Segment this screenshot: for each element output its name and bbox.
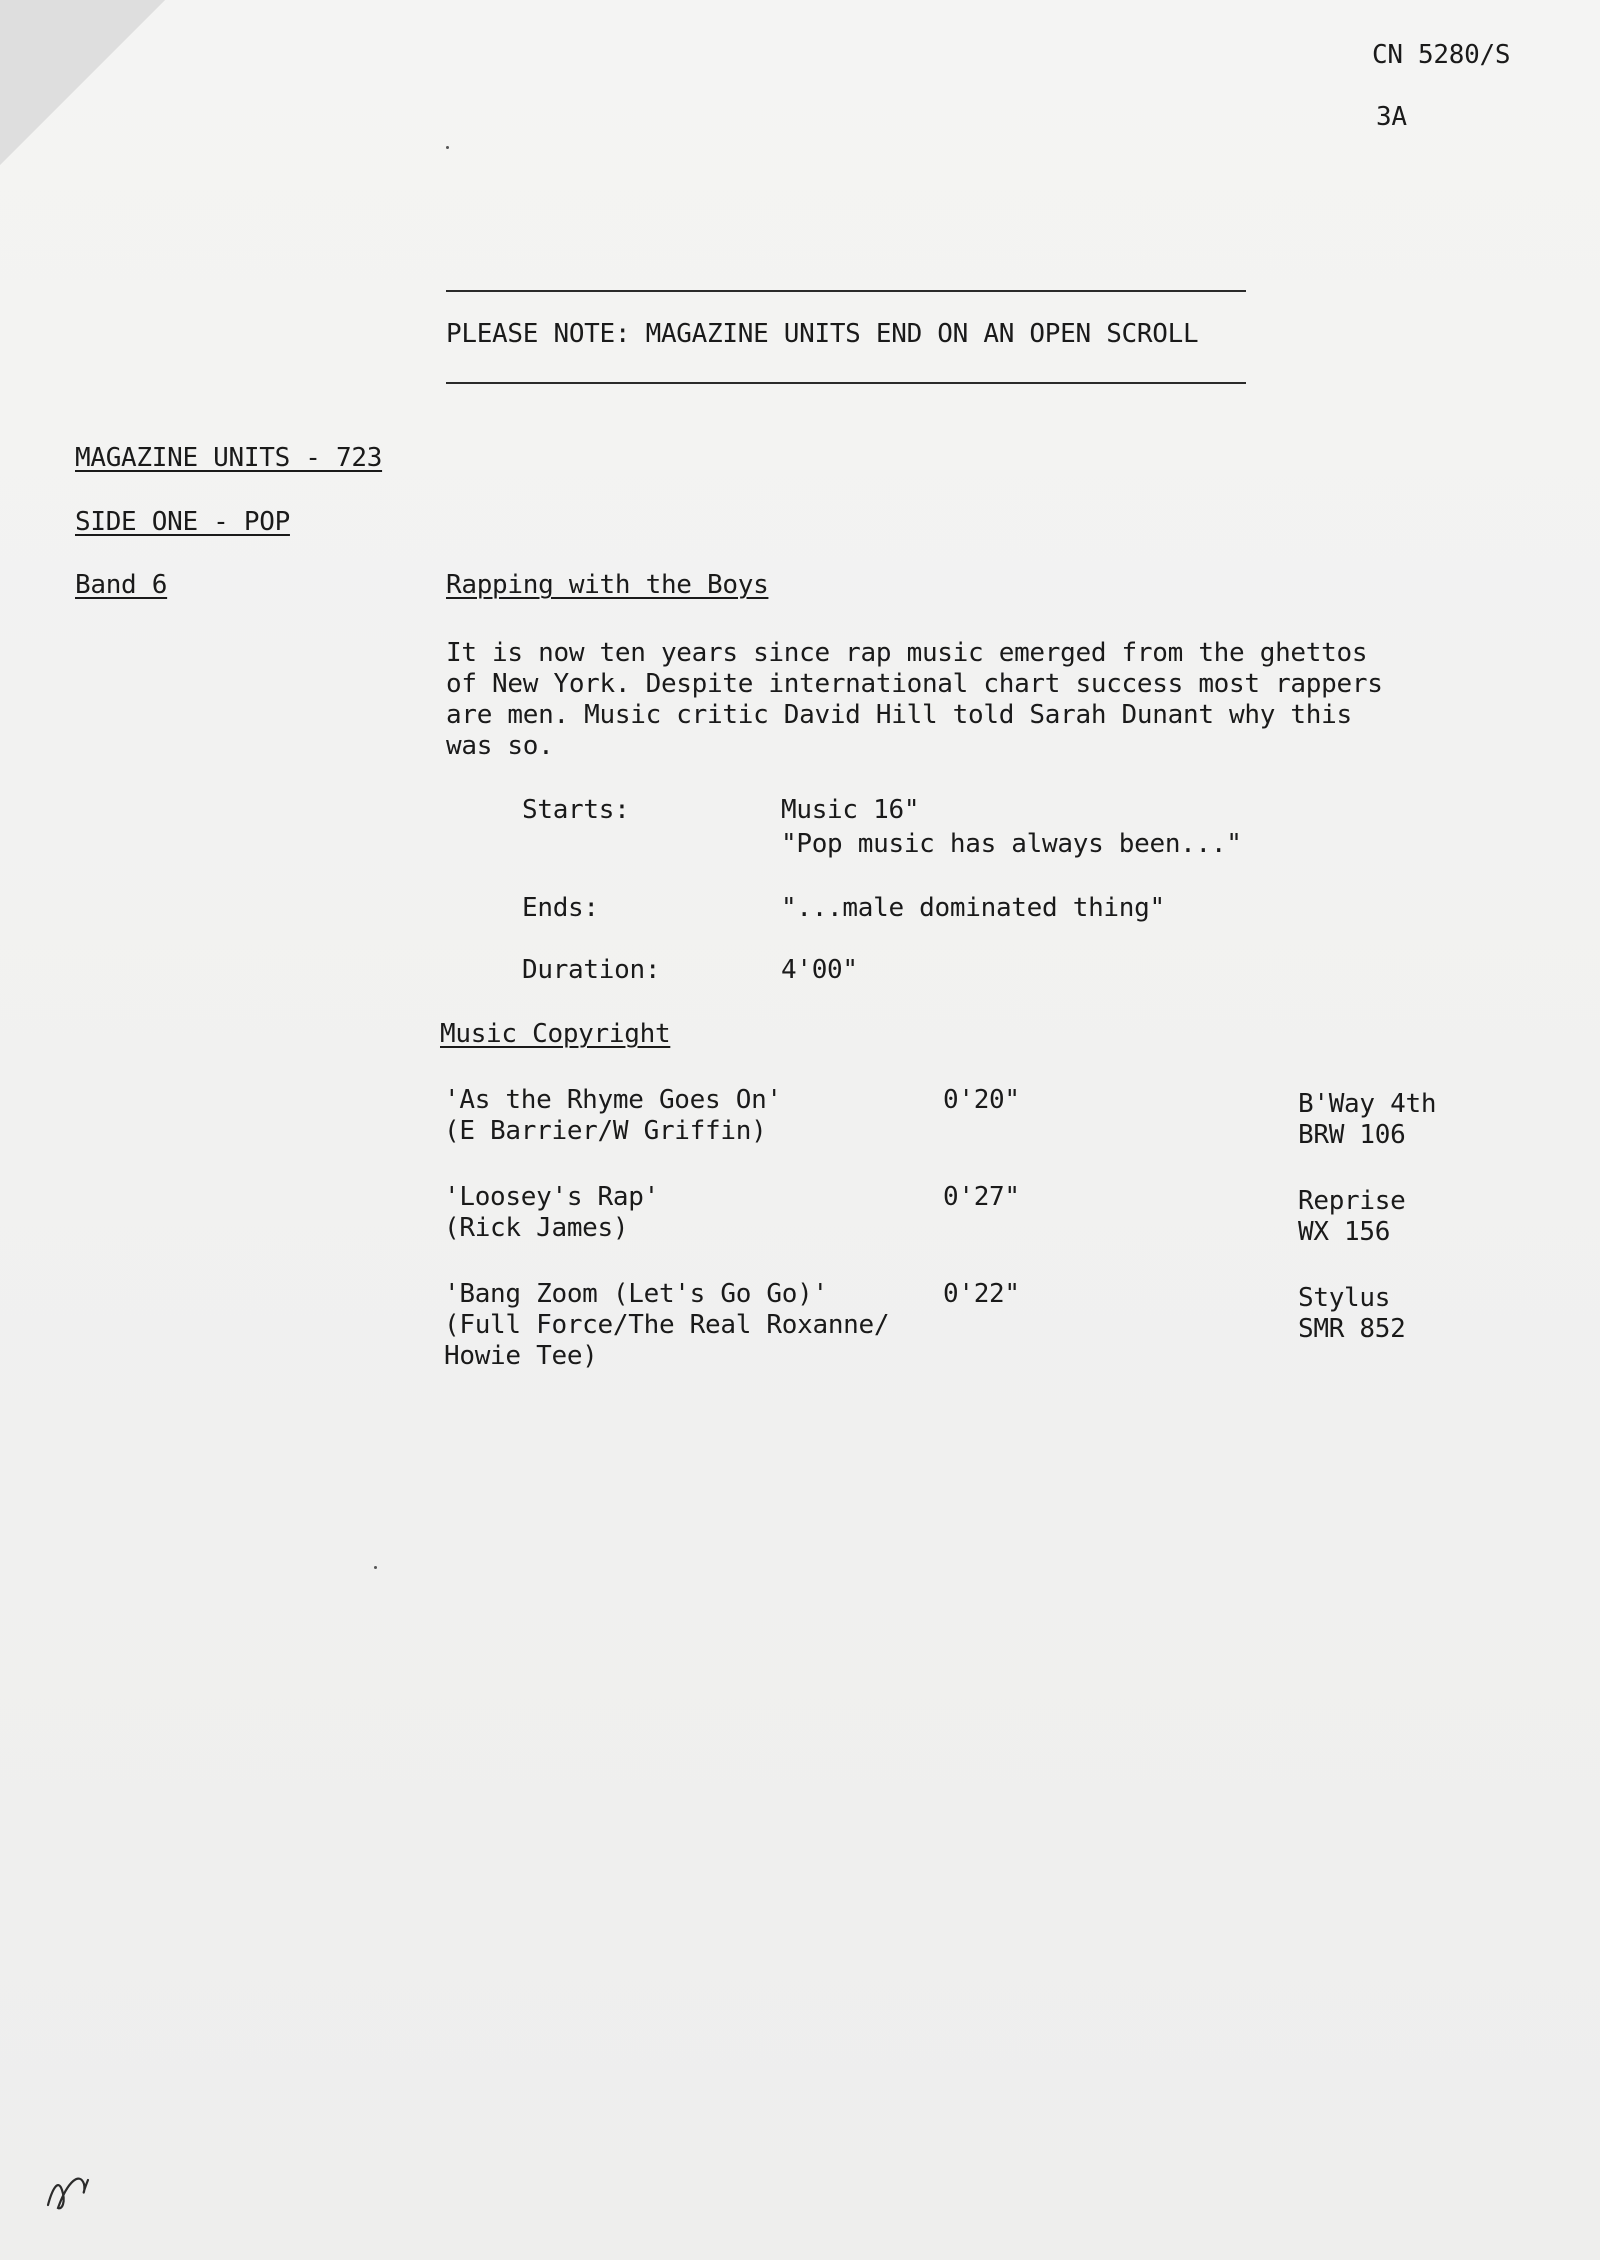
starts-value-quote: "Pop music has always been..." [781, 829, 1242, 859]
copyright-item-title [444, 1279, 889, 1372]
catalog-number-line: SMR 852 [1298, 1314, 1406, 1344]
notice-rule-bottom [446, 382, 1246, 384]
copyright-item-title [444, 1085, 782, 1147]
band-label: Band 6 [75, 570, 168, 600]
side-heading: SIDE ONE - POP [75, 507, 290, 537]
starts-label: Starts: [522, 795, 630, 825]
copyright-item-title [444, 1182, 659, 1244]
copyright-credit-line: (E Barrier/W Griffin) [444, 1116, 767, 1146]
description-line: are men. Music critic David Hill told Sarah Dunant why this [446, 700, 1352, 730]
folded-corner-shadow [0, 0, 165, 165]
copyright-title-line: 'Bang Zoom (Let's Go Go)' [444, 1279, 828, 1309]
copyright-item-label [1298, 1186, 1405, 1248]
description-line: was so. [446, 731, 554, 761]
paper-speck [446, 146, 449, 149]
ends-value: "...male dominated thing" [781, 893, 1165, 923]
notice-rule-top [446, 290, 1246, 292]
catalog-number-line: WX 156 [1298, 1217, 1391, 1247]
item-title: Rapping with the Boys [446, 570, 769, 600]
copyright-item-label [1298, 1283, 1405, 1345]
item-description [446, 638, 1383, 762]
record-label-line: B'Way 4th [1298, 1089, 1437, 1119]
starts-value-music: Music 16" [781, 795, 920, 825]
copyright-credit-line: Howie Tee) [444, 1341, 598, 1371]
reference-code: CN 5280/S [1372, 40, 1511, 70]
music-copyright-heading: Music Copyright [440, 1019, 671, 1049]
page-number: 3A [1376, 102, 1407, 132]
paper-speck [374, 1566, 377, 1569]
record-label-line: Reprise [1298, 1186, 1406, 1216]
copyright-credit-line: (Rick James) [444, 1213, 629, 1243]
handwritten-mark [40, 2150, 100, 2220]
copyright-title-line: 'As the Rhyme Goes On' [444, 1085, 782, 1115]
copyright-item-time: 0'22" [943, 1279, 1020, 1309]
description-line: of New York. Despite international chart success most rappers [446, 669, 1383, 699]
copyright-credit-line: (Full Force/The Real Roxanne/ [444, 1310, 890, 1340]
magazine-units-heading: MAGAZINE UNITS - 723 [75, 443, 383, 473]
copyright-item-time: 0'20" [943, 1085, 1020, 1115]
description-line: It is now ten years since rap music emerged from the ghettos [446, 638, 1368, 668]
record-label-line: Stylus [1298, 1283, 1391, 1313]
duration-label: Duration: [522, 955, 661, 985]
duration-value: 4'00" [781, 955, 858, 985]
notice-text: PLEASE NOTE: MAGAZINE UNITS END ON AN OPEN SCROLL [446, 319, 1199, 349]
catalog-number-line: BRW 106 [1298, 1120, 1406, 1150]
copyright-item-label [1298, 1089, 1436, 1151]
ends-label: Ends: [522, 893, 599, 923]
copyright-item-time: 0'27" [943, 1182, 1020, 1212]
copyright-title-line: 'Loosey's Rap' [444, 1182, 659, 1212]
